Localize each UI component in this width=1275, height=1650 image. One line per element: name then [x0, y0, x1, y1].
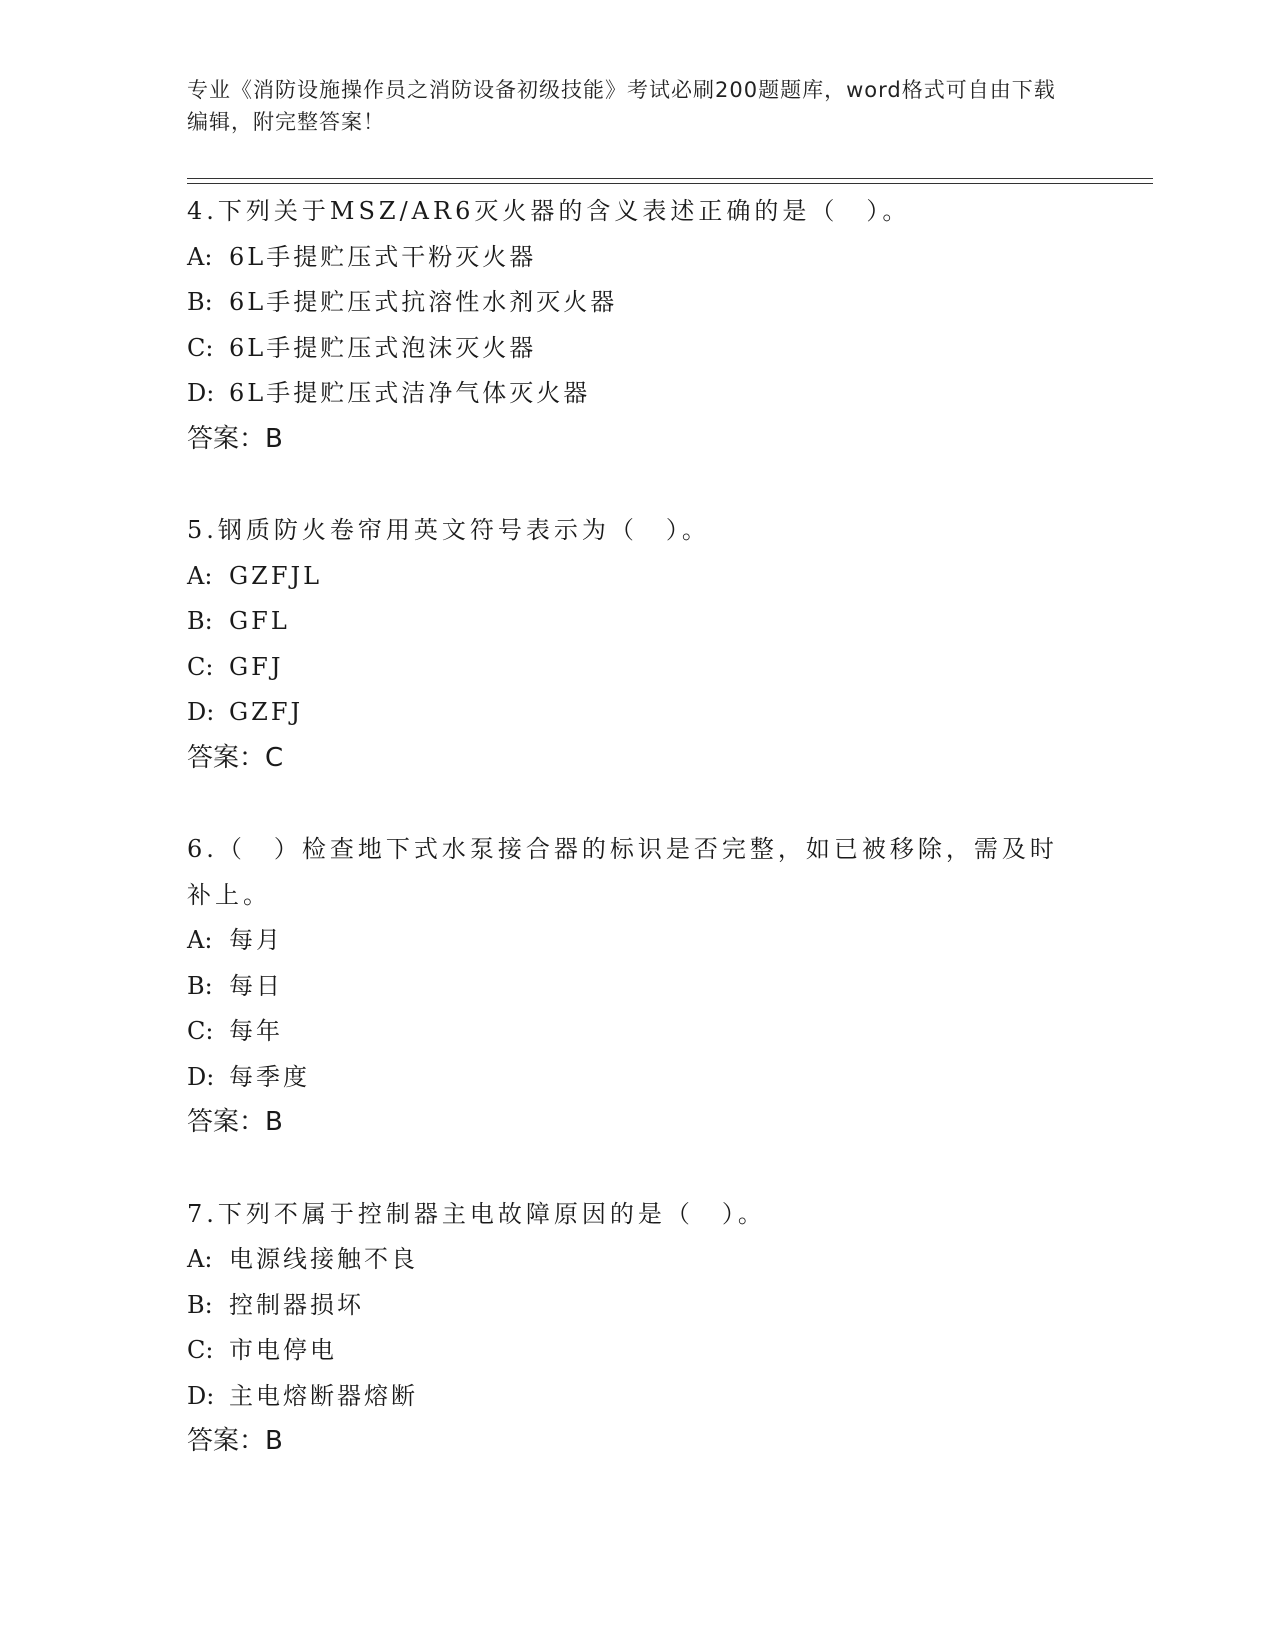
option-letter: C:	[187, 1336, 214, 1364]
option-letter: D:	[187, 379, 215, 407]
option-text: GFL	[229, 607, 290, 635]
option-b	[187, 280, 1137, 326]
option-letter: C:	[187, 333, 214, 362]
option-letter: C:	[187, 1017, 214, 1045]
option-text: 每季度	[229, 1062, 310, 1091]
option-c	[187, 326, 1137, 372]
option-letter: A:	[187, 561, 213, 590]
answer-line: 答案：C	[187, 742, 284, 773]
question-list	[187, 189, 1137, 1511]
option-a	[187, 235, 1137, 281]
option-text: 6L手提贮压式干粉灭火器	[229, 242, 537, 271]
option-letter: B:	[187, 607, 213, 635]
option-text: 每月	[229, 926, 283, 954]
option-b	[187, 599, 1137, 645]
question-text: 5.钢质防火卷帘用英文符号表示为（ ）。	[187, 516, 710, 544]
option-letter: A:	[187, 242, 213, 271]
option-c	[187, 645, 1137, 691]
option-text: 市电停电	[229, 1336, 337, 1364]
option-text: 控制器损坏	[229, 1290, 364, 1319]
header-divider	[187, 178, 1153, 184]
option-b	[187, 1283, 1137, 1329]
option-d	[187, 1374, 1137, 1420]
question-7	[187, 1192, 1137, 1465]
option-letter: A:	[187, 926, 213, 954]
option-text: 每日	[229, 971, 283, 1000]
option-d	[187, 690, 1137, 736]
option-d	[187, 1055, 1137, 1101]
option-c	[187, 1328, 1137, 1374]
question-6	[187, 827, 1137, 1146]
question-4	[187, 189, 1137, 462]
option-letter: D:	[187, 698, 215, 726]
option-letter: D:	[187, 1381, 215, 1410]
option-text: GZFJ	[229, 698, 304, 726]
option-text: 电源线接触不良	[229, 1245, 418, 1273]
option-d	[187, 371, 1137, 417]
option-letter: A:	[187, 1245, 213, 1273]
question-text: 6.（ ）检查地下式水泵接合器的标识是否完整，如已被移除，需及时补上。	[187, 835, 1058, 909]
option-text: GZFJL	[229, 561, 323, 590]
option-text: 6L手提贮压式抗溶性水剂灭火器	[229, 288, 618, 316]
answer-line: 答案：B	[187, 1107, 283, 1137]
option-letter: C:	[187, 652, 214, 681]
option-text: 6L手提贮压式洁净气体灭火器	[229, 379, 591, 407]
answer-line: 答案：B	[187, 1426, 283, 1456]
option-c	[187, 1009, 1137, 1055]
option-text: GFJ	[229, 652, 284, 681]
option-b	[187, 964, 1137, 1010]
answer-line: 答案：B	[187, 423, 283, 454]
option-a	[187, 1237, 1137, 1283]
document-intro: 专业《消防设施操作员之消防设备初级技能》考试必刷200题题库，word格式可自由下载编辑，附完整答案！	[187, 78, 1056, 134]
option-letter: B:	[187, 1290, 213, 1319]
option-letter: B:	[187, 971, 213, 1000]
question-5	[187, 508, 1137, 781]
option-letter: D:	[187, 1062, 215, 1091]
option-a	[187, 918, 1137, 964]
question-text: 7.下列不属于控制器主电故障原因的是（ ）。	[187, 1199, 766, 1228]
question-text: 4.下列关于MSZ/AR6灭火器的含义表述正确的是（ ）。	[187, 197, 911, 225]
option-text: 6L手提贮压式泡沫灭火器	[229, 333, 537, 362]
option-letter: B:	[187, 288, 213, 316]
option-a	[187, 554, 1137, 600]
option-text: 主电熔断器熔断	[229, 1381, 418, 1410]
option-text: 每年	[229, 1017, 283, 1045]
